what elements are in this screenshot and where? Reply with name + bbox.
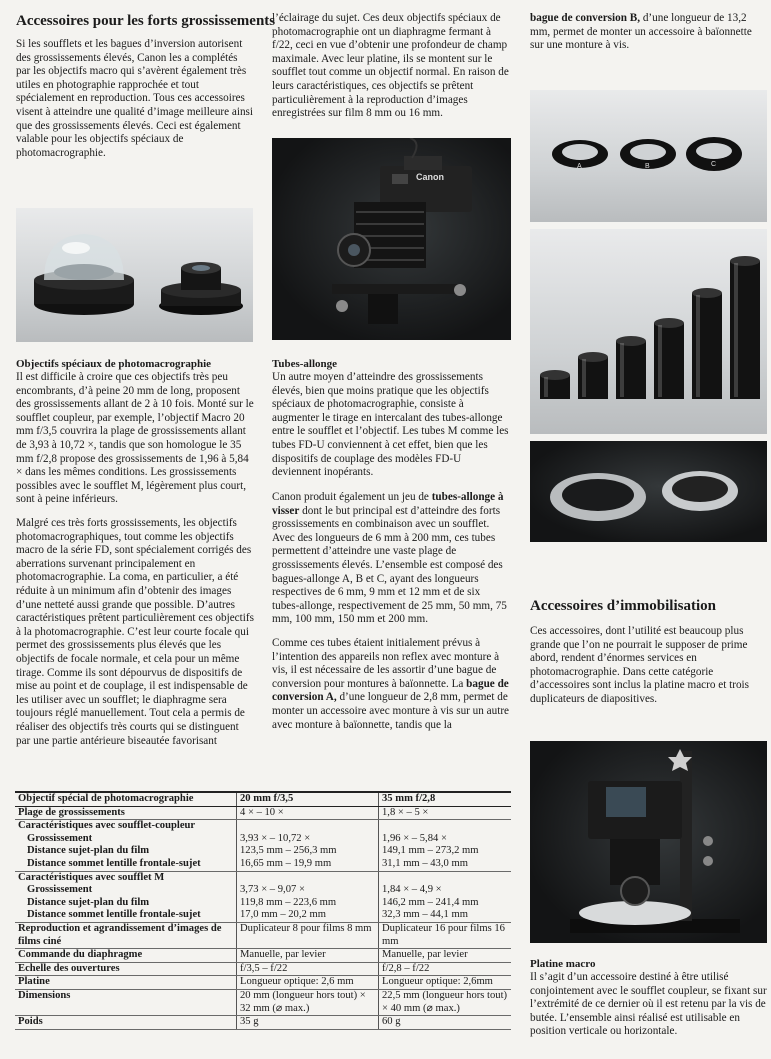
row-value-35mm: Longueur optique: 2,6mm [379, 976, 512, 990]
row-value-35mm: 146,2 mm – 241,4 mm [379, 897, 512, 910]
table-row [15, 962, 511, 976]
lens-case-illustration [16, 208, 253, 342]
row-value-35mm: 22,5 mm (longueur hors tout) × 40 mm (⌀ max.) [379, 989, 512, 1015]
extension-tubes-text: Un autre moyen d’atteindre des grossissements élevés, bien que moins pratique que les objectifs spéciaux de photomacrographie, consiste à augmenter le tirage en intercalant des tubes-allonge entre le soufflet et l’objectif. Les tubes M comme les tubes FD-U conviennent à cet effet, bien que les dispositifs de couplage des modèles FD-U deviennent inopérants. [272, 371, 509, 479]
conversion-ring-text-a: Comme ces tubes étaient initialement prévus à l’intention des appareils non reflex avec monture à vis, il est nécessaire de les assortir d’une bague de conversion pour montures à baïonnette. La [272, 637, 500, 690]
heading-high-magnification: Accessoires pour les forts grossissements [16, 13, 276, 29]
photomacro-lenses-text: Il est difficile à croire que ces objectifs très peu encombrants, d’à peine 20 mm de long, proposent des grossissements allant de 2 à 10 fois. Monté sur le soufflet coupleur, par exemple, l’objectif Macro 20 mm f/3,5 couvrira la plage de grossissements allant de 3,93 à 10,72 ×, tandis que son homologue le 35 mm f/2,8 propose des grossissements de 1,96 à 5,84 × dans les mêmes conditions. Les grossissements possibles avec le soufflet M, légèrement plus court, sont à peine inférieurs. [16, 371, 254, 506]
row-value-35mm: 60 g [379, 1016, 512, 1030]
row-label: Grossissement [27, 884, 93, 896]
row-value-20mm [237, 871, 379, 884]
conversion-rings-illustration [530, 441, 767, 542]
row-value-35mm: f/2,8 – f/22 [379, 962, 512, 976]
row-label: Echelle des ouvertures [15, 962, 237, 976]
table-row [15, 858, 511, 871]
table-row [15, 989, 511, 1015]
ring-label-b: B [645, 163, 650, 170]
screw-tubes-text-a: Canon produit également un jeu de [272, 491, 432, 503]
macro-stage-text: Il s’agit d’un accessoire destiné à être utilisé conjointement avec le soufflet coupleur, se fixant sur l’extrémité de ce dernier où il est retenu par la vis de butée. L’ensemble ainsi réalisé est utilisable en position verticale ou horizontale. [530, 971, 767, 1038]
lighting-continuation-text: l’éclairage du sujet. Ces deux objectifs spéciaux de photomacrographie ont un diaphragme fermant à f/22, ceci en vue d’obtenir une profondeur de champ maximale. Avec leur platine, ils se montent sur le soufflet tout comme un objectif normal. En raison de leurs caractéristiques, ces objectifs se prêtent particulièrement à la reproduction d’images enregistrées sur film 8 mm ou 16 mm. [272, 12, 509, 120]
row-label: Distance sujet-plan du film [27, 845, 150, 857]
row-value-20mm: 20 mm (longueur hors tout) × 32 mm (⌀ max.) [237, 989, 379, 1015]
row-value-20mm: 119,8 mm – 223,6 mm [237, 897, 379, 910]
conversion-ring-b-text [530, 12, 768, 53]
camera-brand-label: Canon [416, 172, 444, 182]
row-label: Commande du diaphragme [15, 949, 237, 963]
row-value-35mm: 32,3 mm – 44,1 mm [379, 909, 512, 922]
extension-rings-photo [530, 90, 767, 222]
conversion-ring-text-b: d’une longueur de 2,8 mm, permet de monter un accessoire avec monture à vis sur un autre avec monture à baïonnette, tandis que la [272, 691, 510, 731]
row-value-20mm [237, 820, 379, 833]
conversion-rings-photo [530, 441, 767, 542]
row-value-20mm: Manuelle, par levier [237, 949, 379, 963]
table-row [15, 949, 511, 963]
row-value-35mm: 31,1 mm – 43,0 mm [379, 858, 512, 871]
row-value-20mm: 3,73 × – 9,07 × [237, 884, 379, 897]
table-row [15, 976, 511, 990]
ring-label-c: C [711, 161, 717, 168]
photomacro-lenses-photo [16, 208, 253, 342]
row-value-35mm [379, 820, 512, 833]
row-value-35mm: Duplicateur 16 pour films 16 mm [379, 922, 512, 948]
row-label: Reproduction et agrandissement d’images de films ciné [15, 922, 237, 948]
conversion-ring-a-bold: bague de conversion A, [272, 677, 509, 704]
extension-tubes-photo [530, 229, 767, 434]
immobilisation-text: Ces accessoires, dont l’utilité est beaucoup plus grande que l’on ne pourrait le supposer de prime abord, rendent d’énormes services en photomacrographie. Dans cette catégorie d’accessoires sont inclus la platine macro et trois duplicateurs de diapositives. [530, 625, 750, 705]
intro-paragraph: Si les soufflets et les bagues d’inversion autorisent des grossissements élevés, Canon les a complétés par les objectifs macro qui s’avèrent également très utiles en photographie rapprochée et tout spécialement en reproduction. Tous ces accessoires visent à atteindre une qualité d’image meilleure ainsi que des grossissements élevés. Ceci est également valable pour les objectifs spéciaux de photomacrographie. [16, 38, 254, 159]
heading-immobilisation: Accessoires d’immobilisation [530, 598, 716, 614]
conversion-ring-b-bold: bague de conversion B, [530, 12, 641, 24]
caption-macro-stage: Platine macro [530, 958, 596, 970]
camera-bellows-photo [272, 138, 511, 340]
row-value-20mm: 4 × – 10 × [237, 806, 379, 820]
row-value-35mm: 1,96 × – 5,84 × [379, 833, 512, 846]
screw-tubes-text [272, 491, 510, 627]
tubes-set-illustration [530, 229, 767, 434]
row-label: Platine [15, 976, 237, 990]
header-20mm: 20 mm f/3,5 [237, 792, 379, 806]
caption-photomacro-lenses: Objectifs spéciaux de photomacrographie [16, 358, 212, 370]
row-value-35mm: 1,8 × – 5 × [379, 806, 512, 820]
screw-tubes-text-b: dont le but principal est d’atteindre des forts grossissements en combinaison avec un soufflet. Avec des longueurs de 6 mm à 200 mm, ces tubes permettent d’atteindre une vaste plage de grossissements élevés. L’ensemble est composé des bagues-allonge A, B et C, ayant des longueurs respectives de 6 mm, 9 mm et 12 mm et de six tubes-allonge, respectivement de 25 mm, 50 mm, 75 mm, 100 mm, 150 mm et 200 mm. [272, 504, 507, 626]
ring-label-a: A [577, 163, 582, 170]
row-value-20mm: f/3,5 – f/22 [237, 962, 379, 976]
row-value-20mm: Longueur optique: 2,6 mm [237, 976, 379, 990]
table-row [15, 897, 511, 910]
row-value-20mm: 17,0 mm – 20,2 mm [237, 909, 379, 922]
row-value-20mm: 16,65 mm – 19,9 mm [237, 858, 379, 871]
table-row [15, 820, 511, 833]
macro-stage-illustration [530, 741, 767, 943]
rings-abc-illustration [530, 90, 767, 222]
aberration-text: Malgré ces très forts grossissements, les objectifs photomacrographiques, tout comme les objectifs macro de la série FD, sont spécialement corrigés des aberrations survenant principalement en photomacrographie. La coma, en particulier, a été réduite à un minimum afin d’obtenir des images d’une netteté aussi grande que possible. D’autres caractéristiques prêtent particulièrement ces objectifs à la photomacrographie. C’est leur courte focale qui permet des grossissements plus élevés que les objectifs de focale normale, et cela pour un même tirage. Comme ils sont dépourvus de dispositifs de mise au point et de couplage, il est indispensable de les utiliser avec un soufflet; le diaphragme sera toujours réglé manuellement. Tout cela a permis de réaliser des objectifs très courts qui se distinguent par une partie antérieure biseautée favorisant [16, 517, 254, 747]
row-label: Distance sommet lentille frontale-sujet [15, 858, 237, 871]
table-row [15, 871, 511, 884]
table-row [15, 845, 511, 858]
table-row [15, 833, 511, 846]
row-value-35mm: 1,84 × – 4,9 × [379, 884, 512, 897]
row-label: Dimensions [15, 989, 237, 1015]
row-label: Distance sujet-plan du film [27, 896, 150, 908]
table-row [15, 909, 511, 922]
conversion-ring-b-rest: d’une longueur de 13,2 mm, permet de monter un accessoire à baïonnette sur une monture à vis. [530, 12, 752, 52]
row-label: Caractéristiques avec soufflet M [18, 871, 165, 883]
header-lens: Objectif spécial de photomacrographie [15, 792, 237, 806]
row-label: Caractéristiques avec soufflet-coupleur [18, 820, 196, 832]
row-value-20mm: 35 g [237, 1016, 379, 1030]
row-label: Grossissement [27, 832, 93, 844]
table-row [15, 884, 511, 897]
table-row [15, 922, 511, 948]
table-header-row [15, 792, 511, 806]
row-label: Poids [15, 1016, 237, 1030]
row-label: Distance sommet lentille frontale-sujet [15, 909, 237, 922]
header-35mm: 35 mm f/2,8 [379, 792, 512, 806]
table-row [15, 806, 511, 820]
row-value-20mm: 3,93 × – 10,72 × [237, 833, 379, 846]
conversion-ring-text [272, 637, 510, 732]
row-value-35mm: 149,1 mm – 273,2 mm [379, 845, 512, 858]
camera-on-bellows-illustration [272, 138, 511, 340]
row-label: Plage de grossissements [15, 806, 237, 820]
row-value-20mm: 123,5 mm – 256,3 mm [237, 845, 379, 858]
row-value-35mm [379, 871, 512, 884]
macro-stage-photo [530, 741, 767, 943]
screw-tubes-bold: tubes-allonge à visser [272, 491, 504, 517]
spec-table [15, 791, 511, 1030]
row-value-35mm: Manuelle, par levier [379, 949, 512, 963]
caption-extension-tubes: Tubes-allonge [272, 358, 338, 370]
table-row [15, 1016, 511, 1030]
row-value-20mm: Duplicateur 8 pour films 8 mm [237, 922, 379, 948]
